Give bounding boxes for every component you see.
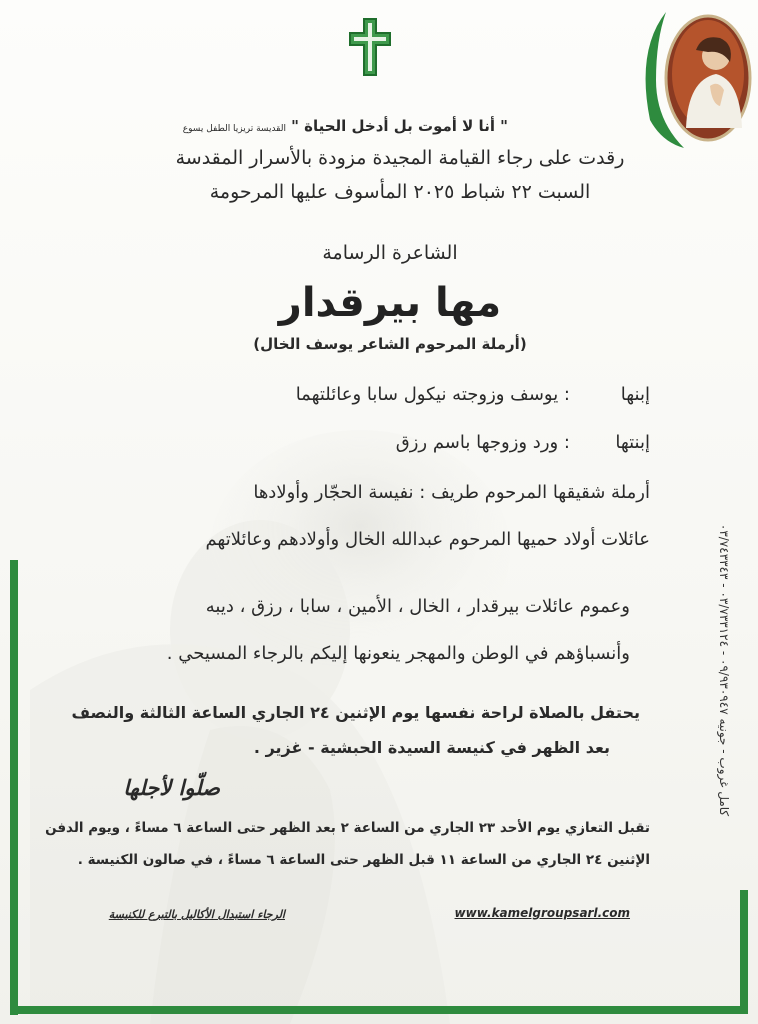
deceased-title: الشاعرة الرسامة [322,242,458,264]
funeral-home-contact [713,480,735,860]
family-line-5: وعموم عائلات بيرقدار ، الخال ، الأمين ، سابا ، رزق ، ديبه [205,596,630,617]
daughter-label: إبنتها [615,432,650,453]
condolences-line-2: الإثنين ٢٤ الجاري من الساعة ١١ قبل الظهر حتى الساعة ٦ مساءً ، في صالون الكنيسة . [77,852,650,868]
family-line-6: وأنسباؤهم في الوطن والمهجر ينعونها إليكم بالرجاء المسيحي . [166,643,630,664]
website-link[interactable]: www.kamelgroupsarl.com [454,906,630,920]
announcement-line-2: السبت ٢٢ شباط ٢٠٢٥ المأسوف عليها المرحومة [209,181,591,203]
pray-for-her: صلّوا لأجلها [123,776,220,800]
green-border-bottom [10,1006,748,1014]
funeral-home-contact-text: كامل غروب - جونيه ٠٩/٩٣٠٩٤٧ - ٠٣/٧٣٣١٢٤ - ٠٣/٧٤٣٣٤٣ [717,523,731,817]
service-line-2: بعد الظهر في كنيسة السيدة الحبشية - غزير . [253,738,610,757]
daughter-value: : ورد وزوجها باسم رزق [395,432,570,453]
son-value: : يوسف وزوجته نيكول سابا وعائلتهما [295,384,570,405]
quote-source: القديسة تريزيا الطفل يسوع [182,124,286,134]
deceased-note: (أرملة المرحوم الشاعر يوسف الخال) [253,335,527,353]
family-line-4: عائلات أولاد حميها المرحوم عبدالله الخال وأولادهم وعائلاتهم [205,529,650,550]
cross-icon [349,18,391,76]
service-line-1: يحتفل بالصلاة لراحة نفسها يوم الإثنين ٢٤ الجاري الساعة الثالثة والنصف [71,703,640,722]
praying-figure-watermark [30,430,590,1024]
donation-note: الرجاء استبدال الأكاليل بالتبرع للكنيسة [108,908,285,921]
son-label: إبنها [620,384,650,405]
announcement-line-1: رقدت على رجاء القيامة المجيدة مزودة بالأسرار المقدسة [175,147,625,169]
saint-portrait-medallion [636,10,752,150]
family-line-3: أرملة شقيقها المرحوم طريف : نفيسة الحجّار وأولادها [253,482,650,503]
green-border-right [740,890,748,1014]
quote-text: " أنا لا أموت بل أدخل الحياة " [291,117,508,135]
green-border-left [10,560,18,1015]
condolences-line-1: تقبل التعازي يوم الأحد ٢٣ الجاري من الساعة ٢ بعد الظهر حتى الساعة ٦ مساءً ، ويوم الدفن [45,820,650,836]
deceased-name: مها بيرقدار [278,280,502,326]
